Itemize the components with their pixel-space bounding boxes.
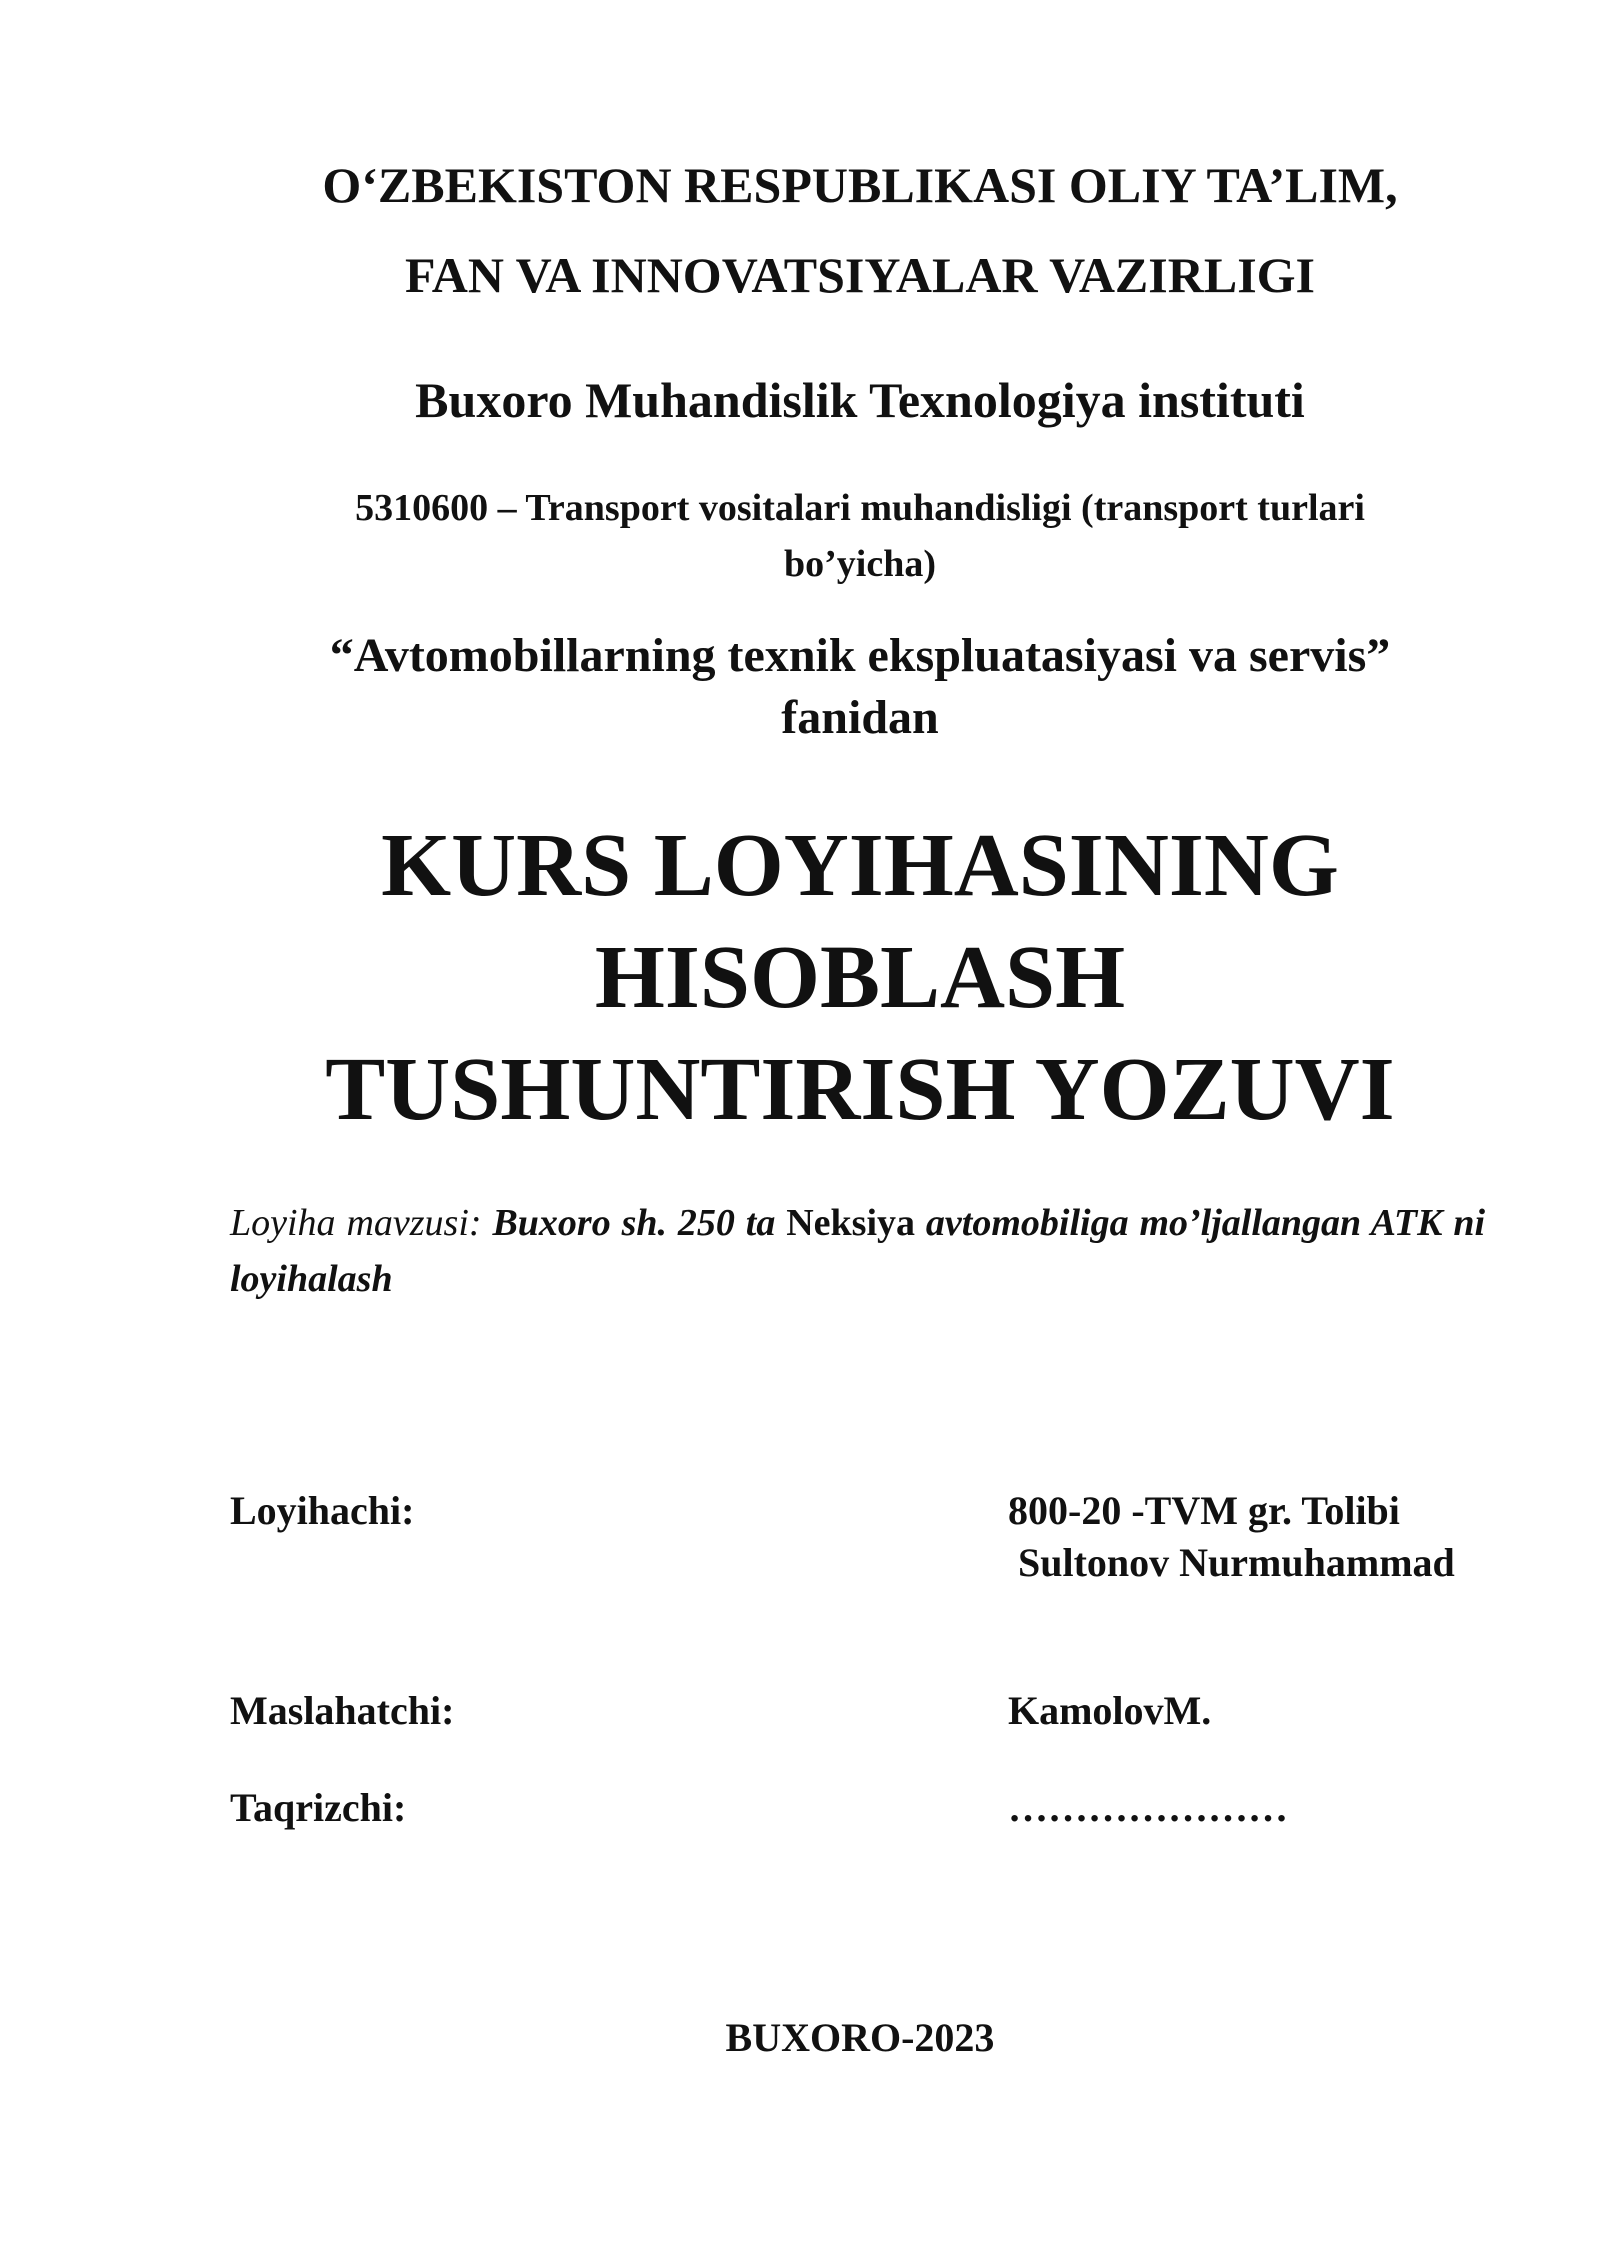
topic-part-1: Buxoro sh. 250 ta <box>492 1202 776 1244</box>
specialty-line-2: bo’yicha) <box>784 543 936 585</box>
ministry-line-1: O‘ZBEKISTON RESPUBLIKASI OLIY TA’LIM, <box>322 157 1398 213</box>
ministry-line-2: FAN VA INNOVATSIYALAR VAZIRLIGI <box>404 247 1316 303</box>
specialty-line-1: 5310600 – Transport vositalari muhandisligi (transport turlari <box>355 487 1365 529</box>
topic-part-2: Neksiya <box>786 1202 916 1244</box>
advisor-label: Maslahatchi: <box>230 1688 455 1733</box>
topic-label: Loyiha mavzusi: <box>230 1202 482 1244</box>
ministry-heading <box>230 140 1490 320</box>
designer-name: Sultonov Nurmuhammad <box>1018 1540 1455 1585</box>
reviewer-label: Taqrizchi: <box>230 1785 407 1830</box>
subject-line-2: fanidan <box>781 691 939 744</box>
title-line-2: HISOBLASH <box>594 928 1126 1027</box>
topic-part-3: avtomobiliga mo’ljallangan ATK ni loyihalash <box>230 1202 1486 1300</box>
subject <box>230 625 1490 749</box>
specialty <box>230 480 1490 592</box>
institute-name: Buxoro Muhandislik Texnologiya instituti <box>415 372 1305 428</box>
advisor-name: KamolovM. <box>1008 1688 1212 1733</box>
title-line-3: TUSHUNTIRISH YOZUVI <box>325 1040 1395 1139</box>
city-year: BUXORO-2023 <box>725 2015 995 2060</box>
title-line-1: KURS LOYIHASINING <box>381 816 1339 915</box>
designer-label: Loyihachi: <box>230 1488 415 1533</box>
reviewer-placeholder: ………………… <box>1008 1785 1288 1830</box>
subject-line-1: “Avtomobillarning texnik ekspluatasiyasi va servis” <box>329 629 1391 682</box>
designer-group: 800-20 -TVM gr. Tolibi <box>1008 1488 1400 1533</box>
document-title <box>230 810 1490 1146</box>
project-topic <box>230 1195 1485 1307</box>
